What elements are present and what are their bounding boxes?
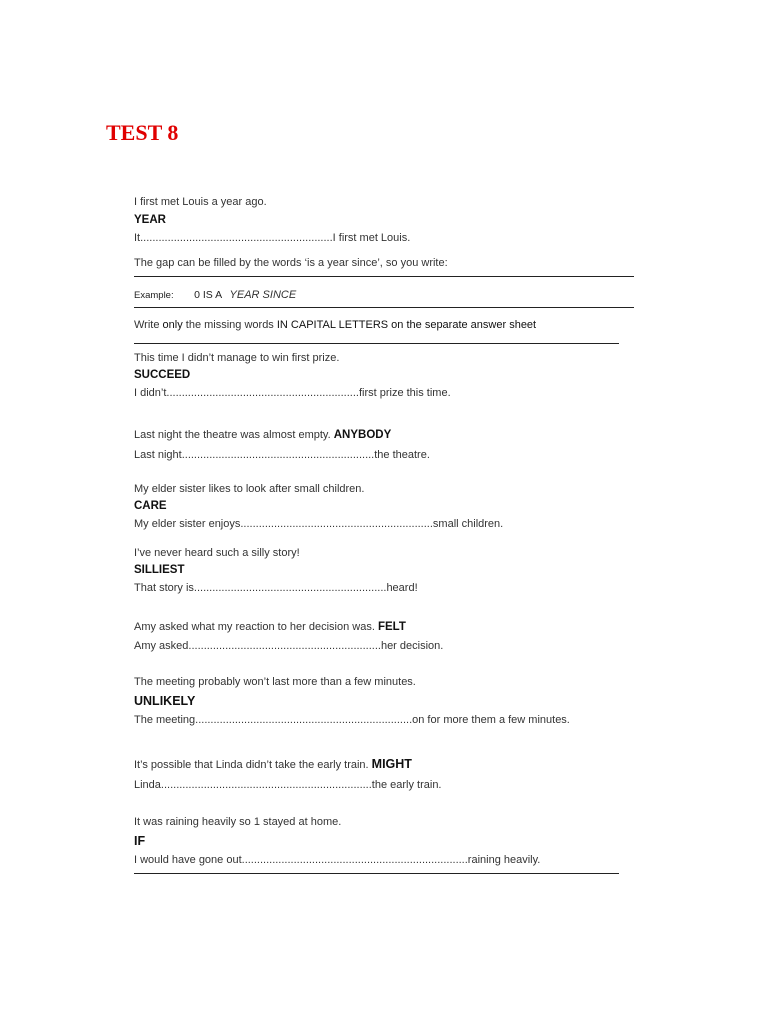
example-gapped-sentence: It...............................................................I first met Louis. <box>134 232 411 244</box>
question-gapped-sentence: I didn’t...............................................................first prize this time. <box>134 387 451 399</box>
question-sentence <box>134 429 391 441</box>
question-keyword: SILLIEST <box>134 564 185 576</box>
example-keyword: YEAR <box>134 214 166 226</box>
question-keyword: UNLIKELY <box>134 694 196 708</box>
instruction-text: on the separate answer sheet <box>388 319 537 331</box>
question-keyword: SUCCEED <box>134 369 191 381</box>
question-sentence: It was raining heavily so 1 stayed at home. <box>134 816 342 828</box>
question-sentence: This time I didn’t manage to win first prize. <box>134 352 340 364</box>
question-gapped-sentence: Amy asked...............................................................her decision. <box>134 640 444 652</box>
question-sentence <box>134 621 406 633</box>
instruction-emphasis: IN CAPITAL LETTERS <box>276 319 389 331</box>
question-sentence <box>134 757 412 771</box>
question-keyword: IF <box>134 834 146 848</box>
divider <box>134 343 619 344</box>
question-gapped-sentence: That story is...............................................................heard! <box>134 582 418 594</box>
instruction <box>134 319 536 331</box>
question-keyword: ANYBODY <box>333 429 392 441</box>
question-sentence-text: Amy asked what my reaction to her decision was. <box>134 621 378 633</box>
example-label: Example: <box>134 290 174 301</box>
example-answer: YEAR SINCE <box>229 289 297 301</box>
example-explanation: The gap can be filled by the words ‘is a year since’, so you write: <box>134 257 448 269</box>
question-keyword: MIGHT <box>371 757 412 771</box>
question-sentence-text: Last night the theatre was almost empty. <box>134 429 334 441</box>
question-sentence: My elder sister likes to look after small children. <box>134 483 365 495</box>
page-title: TEST 8 <box>106 120 179 145</box>
question-gapped-sentence: Last night...............................................................the theatre. <box>134 449 430 461</box>
divider <box>134 307 634 308</box>
question-sentence-text: It’s possible that Linda didn’t take the early train. <box>134 759 372 771</box>
question-keyword: CARE <box>134 500 167 512</box>
divider <box>134 276 634 277</box>
question-gapped-sentence: I would have gone out..........................................................................raining heavily. <box>134 854 541 866</box>
question-gapped-sentence: Linda.....................................................................the early train. <box>134 779 442 791</box>
instruction-emphasis: only <box>162 319 183 331</box>
example-sentence: I first met Louis a year ago. <box>134 196 267 208</box>
example-box <box>134 285 296 303</box>
question-sentence: The meeting probably won’t last more than a few minutes. <box>134 676 416 688</box>
question-sentence: I’ve never heard such a silly story! <box>134 547 300 559</box>
instruction-text: the missing words <box>182 319 277 331</box>
divider <box>134 873 619 874</box>
question-keyword: FELT <box>377 621 406 633</box>
example-number: 0 IS A <box>194 289 223 301</box>
instruction-text: Write <box>134 319 163 331</box>
question-gapped-sentence: The meeting.......................................................................on for more them a few minutes. <box>134 714 570 726</box>
question-gapped-sentence: My elder sister enjoys...............................................................small children. <box>134 518 504 530</box>
